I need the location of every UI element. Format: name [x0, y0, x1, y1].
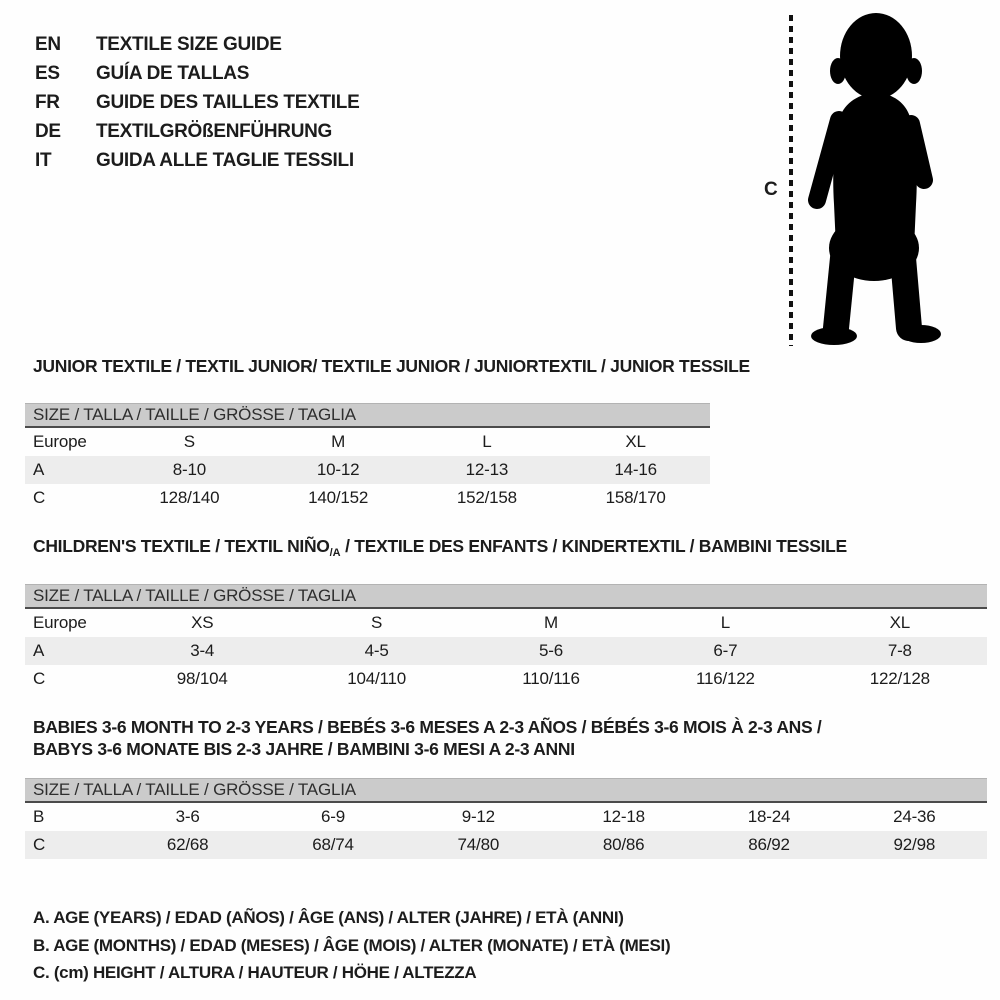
language-code: IT [35, 149, 52, 171]
cell-value: L [482, 432, 492, 451]
cell-value: XL [889, 613, 911, 632]
cell-value: 116/122 [696, 669, 755, 688]
cell-value: 6-7 [713, 641, 738, 660]
cell-value: 128/140 [159, 488, 220, 507]
cell-value: 10-12 [316, 460, 360, 479]
cell-value: 4-5 [364, 641, 389, 660]
row-label: B [33, 807, 45, 826]
legend-line-c: C. (cm) HEIGHT / ALTURA / HAUTEUR / HÖHE / ALTEZZA [33, 963, 477, 982]
cell-value: 122/128 [869, 669, 930, 688]
toddler-silhouette-icon [803, 8, 949, 346]
language-code: DE [35, 120, 61, 142]
language-label: GUÍA DE TALLAS [96, 62, 250, 84]
cell-value: 9-12 [461, 807, 495, 826]
cell-value: 6-9 [321, 807, 345, 826]
junior-size-table [25, 403, 710, 512]
cell-value: 152/158 [456, 488, 517, 507]
section-title-children-sub: /A [329, 547, 341, 559]
cell-value: 12-18 [602, 807, 645, 826]
language-row-de [35, 117, 359, 146]
section-title-children-pre: CHILDREN'S TEXTILE / TEXTIL NIÑO [33, 536, 330, 556]
size-header-bar: SIZE / TALLA / TAILLE / GRÖSSE / TAGLIA [25, 778, 987, 803]
language-label: GUIDA ALLE TAGLIE TESSILI [96, 149, 354, 171]
cell-value: 86/92 [748, 835, 790, 854]
section-title-children [33, 535, 987, 564]
language-label: GUIDE DES TAILLES TEXTILE [96, 91, 360, 113]
table-row-height [25, 665, 987, 693]
section-title-babies [33, 716, 987, 760]
cell-value: M [331, 432, 346, 451]
language-code: ES [35, 62, 60, 84]
language-row-es [35, 59, 359, 88]
cell-value: 92/98 [893, 835, 936, 854]
cell-value: S [371, 613, 383, 632]
table-row-age [25, 456, 710, 484]
table-row-age-months [25, 803, 987, 831]
cell-value: 3-4 [190, 641, 215, 660]
row-label: C [33, 835, 46, 854]
section-title-junior: JUNIOR TEXTILE / TEXTIL JUNIOR/ TEXTILE JUNIOR / JUNIORTEXTIL / JUNIOR TESSILE [33, 356, 750, 376]
row-label: Europe [33, 432, 87, 451]
cell-value: 80/86 [602, 835, 645, 854]
legend-line-b: B. AGE (MONTHS) / EDAD (MESES) / ÂGE (MOIS) / ALTER (MONATE) / ETÀ (MESI) [33, 935, 671, 955]
cell-value: 3-6 [175, 807, 200, 826]
language-code: FR [35, 91, 60, 113]
cell-value: S [183, 432, 195, 451]
cell-value: 18-24 [747, 807, 791, 826]
row-label: A [33, 460, 45, 479]
row-label: C [33, 669, 46, 688]
language-row-it [35, 146, 359, 175]
size-header-bar: SIZE / TALLA / TAILLE / GRÖSSE / TAGLIA [25, 584, 987, 609]
row-label: A [33, 641, 45, 660]
section-title-babies-line1: BABIES 3-6 MONTH TO 2-3 YEARS / BEBÉS 3-6 MESES A 2-3 AÑOS / BÉBÉS 3-6 MOIS À 2-3 ANS / [33, 717, 822, 737]
cell-value: M [544, 613, 558, 632]
legend-line-a: A. AGE (YEARS) / EDAD (AÑOS) / ÂGE (ANS) / ALTER (JAHRE) / ETÀ (ANNI) [33, 908, 624, 927]
tables-column [25, 355, 987, 987]
cell-value: 104/110 [347, 669, 406, 688]
cell-value: 74/80 [457, 835, 500, 854]
language-label: TEXTILE SIZE GUIDE [96, 33, 282, 55]
language-row-fr [35, 88, 359, 117]
children-size-table [25, 584, 987, 693]
cell-value: 140/152 [308, 488, 369, 507]
legend [33, 904, 987, 987]
cell-value: 62/68 [166, 835, 209, 854]
cell-value: XL [625, 432, 646, 451]
cell-value: 5-6 [539, 641, 563, 660]
cell-value: 158/170 [605, 488, 666, 507]
row-label: C [33, 488, 46, 507]
babies-size-table [25, 778, 987, 859]
language-label: TEXTILGRÖßENFÜHRUNG [96, 120, 333, 142]
table-row-height [25, 831, 987, 859]
cell-value: 98/104 [176, 669, 228, 688]
table-row-europe [25, 428, 710, 456]
table-row-height [25, 484, 710, 512]
table-row-europe [25, 609, 987, 637]
size-header-bar: SIZE / TALLA / TAILLE / GRÖSSE / TAGLIA [25, 403, 710, 428]
cell-value: L [720, 613, 731, 632]
cell-value: 8-10 [172, 460, 206, 479]
language-row-en [35, 30, 359, 59]
row-label: Europe [33, 613, 87, 632]
cell-value: 110/116 [522, 669, 580, 688]
cell-value: 7-8 [887, 641, 912, 660]
language-list [35, 30, 359, 175]
cell-value: 68/74 [312, 835, 354, 854]
height-label-c: C [764, 179, 778, 200]
language-code: EN [35, 33, 61, 55]
cell-value: 14-16 [614, 460, 657, 479]
cell-value: 12-13 [465, 460, 509, 479]
cell-value: 24-36 [893, 807, 936, 826]
table-row-age [25, 637, 987, 665]
section-title-babies-line2: BABYS 3-6 MONATE BIS 2-3 JAHRE / BAMBINI 3-6 MESI A 2-3 ANNI [33, 739, 575, 759]
cell-value: XS [191, 613, 214, 632]
height-dashed-line [789, 15, 793, 346]
section-title-children-post: / TEXTILE DES ENFANTS / KINDERTEXTIL / BAMBINI TESSILE [340, 536, 847, 556]
